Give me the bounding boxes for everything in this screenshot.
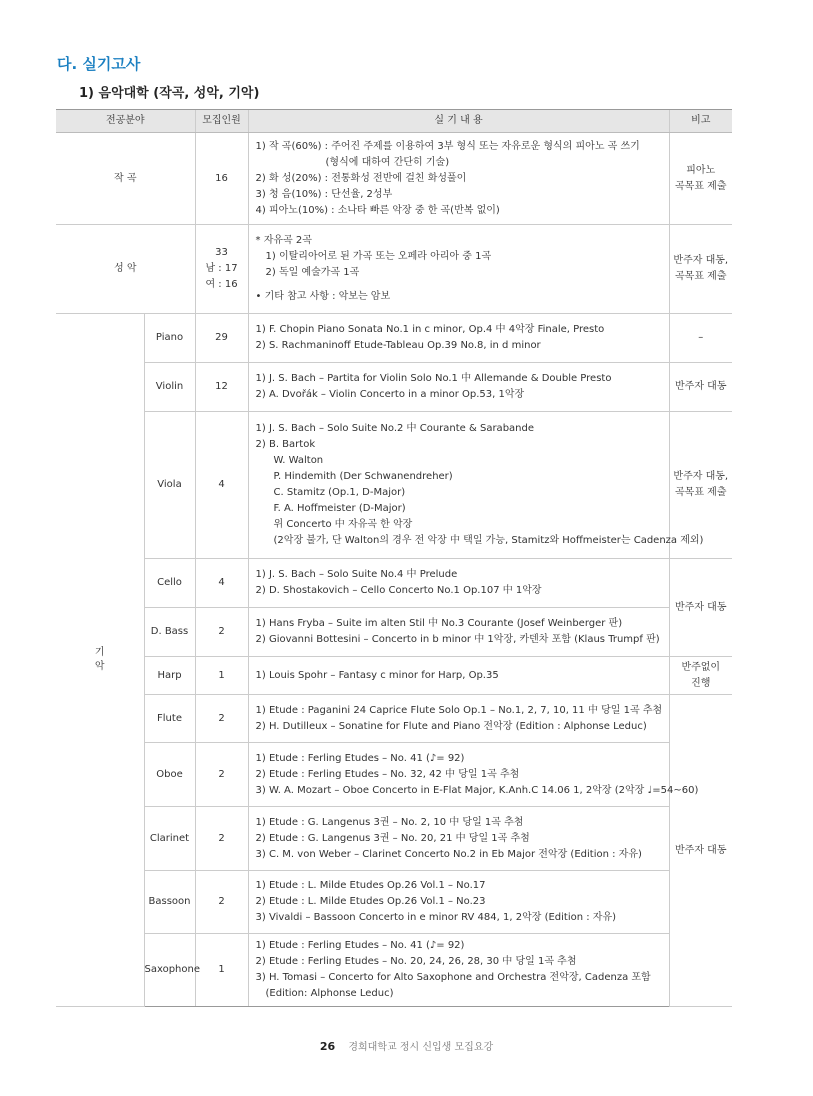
content-line: 1) J. S. Bach – Partita for Violin Solo No.1 中 Allemande & Double Presto (255, 373, 612, 384)
content-line: 3) H. Tomasi – Concerto for Alto Saxophone and Orchestra 전악장, Cadenza 포함 (255, 972, 651, 983)
note-line: 곡목표 제출 (675, 271, 727, 282)
quota-saxophone: 1 (195, 934, 248, 1007)
field-vocal: 성 악 (56, 225, 195, 314)
content-line: 1) J. S. Bach – Solo Suite No.2 中 Courante & Sarabande (255, 423, 535, 434)
content-line: 2) B. Bartok (255, 439, 316, 450)
quota-flute: 2 (195, 695, 248, 743)
content-line: 2) Etude : G. Langenus 3권 – No. 20, 21 中 당일 1곡 추첨 (255, 832, 530, 844)
quota-male: 남 : 17 (205, 263, 238, 274)
content-line: 1) J. S. Bach – Solo Suite No.4 中 Prelude (255, 569, 458, 580)
quota-vocal (195, 225, 248, 314)
quota-female: 여 : 16 (205, 279, 238, 290)
content-oboe (248, 743, 699, 807)
category-char: 악 (94, 661, 105, 672)
content-line: 1) Etude : G. Langenus 3권 – No. 2, 10 中 당일 1곡 추첨 (255, 816, 524, 828)
table-row-flute (56, 695, 732, 743)
content-line: 3) 청 음(10%) : 단선율, 2성부 (255, 188, 393, 200)
header-quota: 모집인원 (195, 110, 248, 133)
field-composition: 작 곡 (56, 133, 195, 225)
table-row-composition (56, 133, 732, 225)
instrument-flute: Flute (144, 695, 195, 743)
content-line: 1) Etude : Ferling Etudes – No. 41 (♪= 92) (255, 940, 465, 951)
note-harp (669, 657, 732, 695)
content-line: 1) 이탈리아어로 된 가곡 또는 오페라 아리아 중 1곡 (265, 251, 492, 262)
table-row-clarinet (56, 807, 732, 871)
header-field: 전공분야 (56, 110, 195, 133)
instrument-viola: Viola (144, 412, 195, 559)
footer-text: 경희대학교 정시 신입생 모집요강 (348, 1042, 494, 1053)
quota-cello: 4 (195, 559, 248, 608)
content-line: W. Walton (273, 455, 324, 466)
quota-composition: 16 (195, 133, 248, 225)
note-cello-dbass: 반주자 대동 (669, 559, 732, 657)
table-row-cello (56, 559, 732, 608)
category-char: 기 (94, 647, 105, 658)
note-line: 피아노 (686, 164, 716, 176)
practical-exam-table (56, 109, 732, 1007)
instrument-saxophone: Saxophone (144, 934, 195, 1007)
content-harp (248, 657, 669, 695)
content-line: 1) Etude : Paganini 24 Caprice Flute Solo Op.1 – No.1, 2, 7, 10, 11 中 당일 1곡 추첨 (255, 704, 663, 716)
content-line: 3) Vivaldi – Bassoon Concerto in e minor RV 484, 1, 2악장 (Edition : 자유) (255, 912, 617, 923)
note-composition (669, 133, 732, 225)
note-violin: 반주자 대동 (669, 363, 732, 412)
content-line: P. Hindemith (Der Schwanendreher) (273, 471, 453, 482)
quota-violin: 12 (195, 363, 248, 412)
table-row-dbass (56, 608, 732, 657)
instrument-piano: Piano (144, 314, 195, 363)
content-line: 1) F. Chopin Piano Sonata No.1 in c minor, Op.4 中 4악장 Finale, Presto (255, 324, 605, 335)
content-line: • 기타 참고 사항 : 악보는 암보 (255, 291, 391, 302)
header-content: 실 기 내 용 (248, 110, 669, 133)
quota-oboe: 2 (195, 743, 248, 807)
quota-bassoon: 2 (195, 871, 248, 934)
content-line: 2) A. Dvořák – Violin Concerto in a minor Op.53, 1악장 (255, 389, 525, 400)
content-line: 1) 작 곡(60%) : 주어진 주제를 이용하여 3부 형식 또는 자유로운 형식의 피아노 곡 쓰기 (255, 140, 640, 152)
subtitle: 1) 음악대학 (작곡, 성악, 기악) (79, 86, 260, 101)
content-line: 위 Concerto 中 자유곡 한 악장 (273, 519, 413, 530)
table-header-row (56, 110, 732, 133)
content-line: F. A. Hoffmeister (D-Major) (273, 503, 406, 514)
content-line: 2) S. Rachmaninoff Etude-Tableau Op.39 No.8, in d minor (255, 340, 541, 351)
content-line: 2) Etude : Ferling Etudes – No. 20, 24, 26, 28, 30 中 당일 1곡 추첨 (255, 956, 577, 967)
instrument-harp: Harp (144, 657, 195, 695)
content-line: 3) W. A. Mozart – Oboe Concerto in E-Flat Major, K.Anh.C 14.06 1, 2악장 (2악장 ♩=54~60) (255, 784, 699, 796)
instrument-oboe: Oboe (144, 743, 195, 807)
content-line: 1) Louis Spohr – Fantasy c minor for Harp, Op.35 (255, 669, 499, 681)
note-vocal (669, 225, 732, 314)
content-line: 1) Etude : Ferling Etudes – No. 41 (♪= 92) (255, 752, 465, 764)
content-line: 2) H. Dutilleux – Sonatine for Flute and Piano 전악장 (Edition : Alphonse Leduc) (255, 720, 647, 732)
content-line: 2) D. Shostakovich – Cello Concerto No.1 Op.107 中 1악장 (255, 585, 542, 596)
content-line: 2) Etude : L. Milde Etudes Op.26 Vol.1 – No.23 (255, 896, 486, 907)
table-row-piano (56, 314, 732, 363)
table-row-viola (56, 412, 732, 559)
spacer (256, 281, 665, 289)
content-bassoon (248, 871, 669, 934)
content-saxophone (248, 934, 669, 1007)
note-line: 곡목표 제출 (675, 487, 727, 498)
content-line: 1) Etude : L. Milde Etudes Op.26 Vol.1 – No.17 (255, 880, 486, 891)
content-piano (248, 314, 669, 363)
note-line: 곡목표 제출 (675, 180, 727, 192)
instrument-clarinet: Clarinet (144, 807, 195, 871)
table-row-oboe (56, 743, 732, 807)
content-line: (Edition: Alphonse Leduc) (265, 988, 394, 999)
content-violin (248, 363, 669, 412)
note-line: 반주없이 (681, 661, 721, 673)
content-line: (2악장 불가, 단 Walton의 경우 전 악장 中 택일 가능, Stamitz와 Hoffmeister는 Cadenza 제외) (273, 535, 704, 546)
instrumental-category (56, 314, 144, 1007)
content-dbass (248, 608, 669, 657)
table-row-bassoon (56, 871, 732, 934)
content-line: 2) Etude : Ferling Etudes – No. 32, 42 中 당일 1곡 추첨 (255, 768, 520, 780)
instrument-violin: Violin (144, 363, 195, 412)
content-line: 4) 피아노(10%) : 소나타 빠른 악장 중 한 곡(반복 없이) (255, 204, 500, 216)
content-line: 2) Giovanni Bottesini – Concerto in b minor 中 1악장, 카덴차 포함 (Klaus Trumpf 판) (255, 634, 660, 645)
instrument-cello: Cello (144, 559, 195, 608)
quota-piano: 29 (195, 314, 248, 363)
note-line: 진행 (691, 677, 711, 689)
content-line: C. Stamitz (Op.1, D-Major) (273, 487, 406, 498)
note-piano: – (669, 314, 732, 363)
quota-viola: 4 (195, 412, 248, 559)
content-cello (248, 559, 669, 608)
content-line: 3) C. M. von Weber – Clarinet Concerto No.2 in Eb Major 전악장 (Edition : 자유) (255, 848, 642, 860)
instrument-bassoon: Bassoon (144, 871, 195, 934)
note-line: 반주자 대동, (673, 471, 729, 482)
note-winds: 반주자 대동 (669, 695, 732, 1007)
quota-harp: 1 (195, 657, 248, 695)
page-footer (0, 1038, 813, 1053)
instrument-dbass: D. Bass (144, 608, 195, 657)
table-row-harp (56, 657, 732, 695)
note-line: 반주자 대동, (673, 255, 729, 266)
content-flute (248, 695, 669, 743)
content-line: 2) 독일 예술가곡 1곡 (265, 267, 360, 278)
content-line: (형식에 대하여 간단히 기술) (325, 156, 450, 168)
content-vocal (248, 225, 669, 314)
content-clarinet (248, 807, 669, 871)
content-line: 1) Hans Fryba – Suite im alten Stil 中 No.3 Courante (Josef Weinberger 판) (255, 618, 623, 629)
table-row-saxophone (56, 934, 732, 1007)
content-composition (248, 133, 669, 225)
quota-clarinet: 2 (195, 807, 248, 871)
header-note: 비고 (669, 110, 732, 133)
table-row-violin (56, 363, 732, 412)
section-title: 다. 실기고사 (57, 55, 141, 73)
quota-total: 33 (215, 247, 228, 258)
table-row-vocal (56, 225, 732, 314)
content-line: 2) 화 성(20%) : 전통화성 전반에 걸친 화성풀이 (255, 172, 467, 184)
content-line: * 자유곡 2곡 (255, 235, 312, 246)
page-number: 26 (319, 1040, 336, 1053)
quota-dbass: 2 (195, 608, 248, 657)
